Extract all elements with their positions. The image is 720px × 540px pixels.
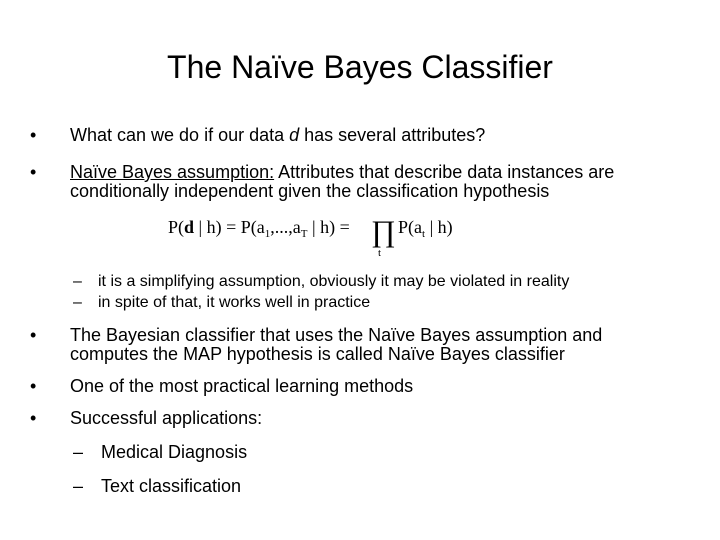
formula-rhs: $P(a_t$ | h)	[398, 217, 453, 240]
bullet-marker: •	[30, 376, 37, 396]
text-run: computes the MAP hypothesis is called Naïve Bayes classifier	[70, 344, 565, 364]
text-run: What can we do if our data	[70, 125, 290, 145]
formula-lhs: P(d | $h) = P(a_1,...,a_T$ | h) =	[168, 217, 350, 240]
dash-marker: –	[73, 294, 82, 311]
bullet-marker: •	[30, 325, 37, 345]
underlined-term: Naïve Bayes assumption:	[70, 162, 275, 182]
bullet-text: One of the most practical learning methods	[70, 376, 414, 396]
bullet-bayesian-classifier	[30, 326, 700, 364]
sub-bullet-works-well	[73, 293, 693, 313]
dash-marker: –	[73, 273, 82, 290]
bullet-text	[70, 326, 700, 364]
bullet-marker: •	[30, 125, 37, 145]
text-run: has several attributes?	[299, 125, 486, 145]
bullet-attributes-question	[30, 126, 700, 145]
sub-bullet-text: Text classification	[101, 476, 242, 496]
formula-graphic	[168, 206, 478, 260]
text-run: The Bayesian classifier that uses the Naïve Bayes assumption and	[70, 325, 603, 345]
sub-bullet-medical-diagnosis	[73, 442, 693, 462]
bullet-applications	[30, 409, 700, 428]
text-run: conditionally independent given the classification hypothesis	[70, 181, 550, 201]
bullet-practical-methods	[30, 377, 700, 396]
bullet-text: Successful applications:	[70, 408, 263, 428]
bullet-text	[70, 126, 700, 145]
bullet-marker: •	[30, 162, 37, 182]
dash-marker: –	[73, 476, 84, 496]
bullet-naive-bayes-assumption	[30, 163, 700, 201]
dash-marker: –	[73, 442, 84, 462]
product-index: t	[378, 247, 382, 259]
sub-bullet-simplifying	[73, 272, 693, 292]
text-run: Attributes that describe data instances are	[274, 162, 615, 182]
product-symbol: ∏	[371, 215, 396, 248]
sub-bullet-text: it is a simplifying assumption, obviously it may be violated in reality	[98, 273, 570, 290]
sub-bullet-text-classification	[73, 476, 693, 496]
sub-bullet-text: Medical Diagnosis	[101, 442, 248, 462]
bullet-text	[70, 163, 700, 201]
text-run-italic: d	[289, 125, 300, 145]
slide-title: The Naïve Bayes Classifier	[167, 49, 553, 85]
naive-bayes-formula	[168, 206, 478, 260]
sub-bullet-text: in spite of that, it works well in practice	[98, 294, 371, 311]
bullet-marker: •	[30, 408, 37, 428]
